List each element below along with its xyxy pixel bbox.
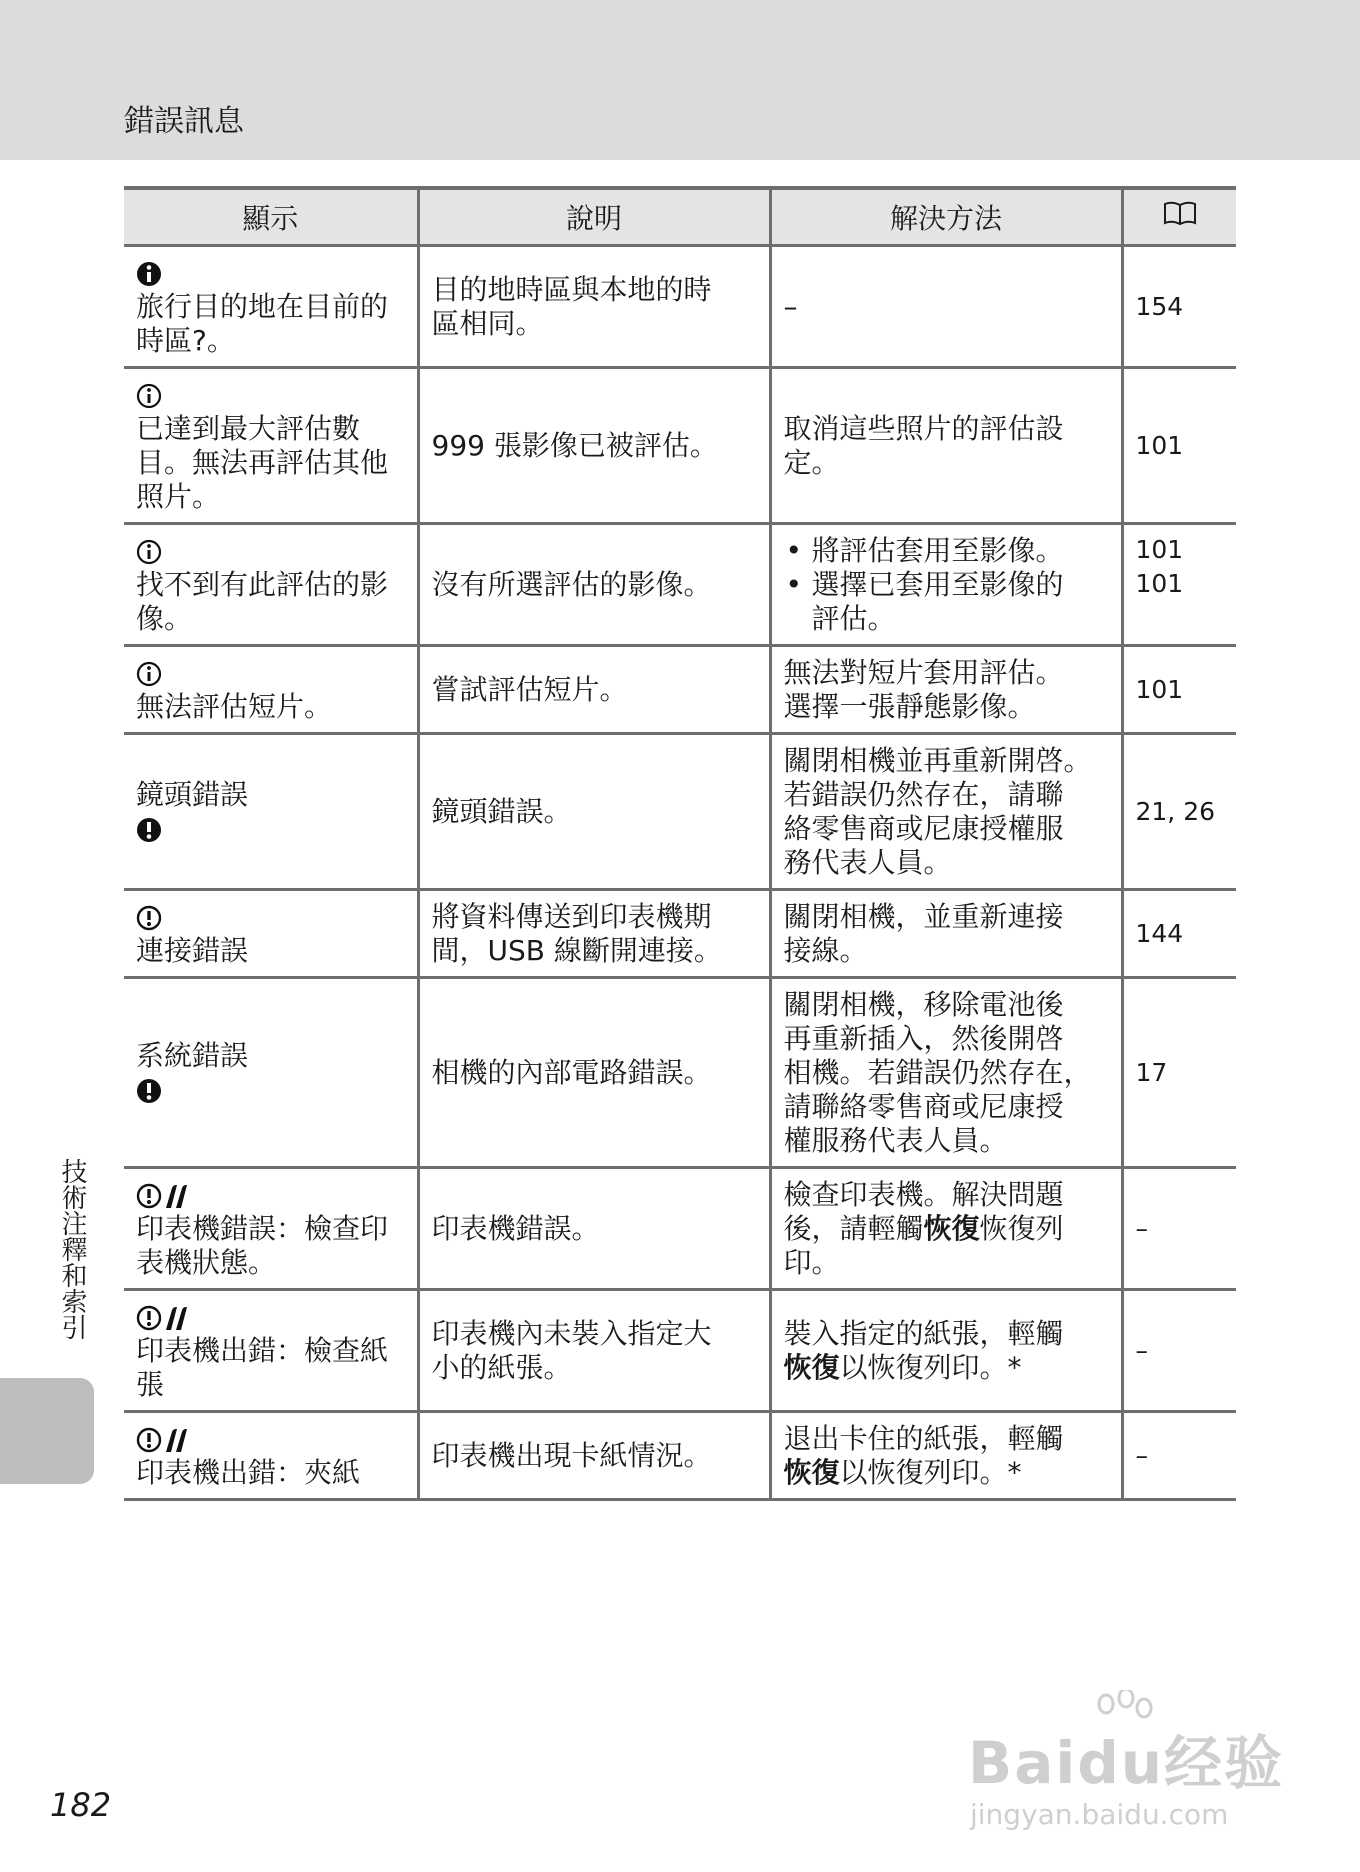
solution-cell: –: [770, 246, 1122, 368]
display-cell: [124, 646, 418, 734]
table-row: [124, 978, 1236, 1168]
reference-cell: 101: [1122, 368, 1236, 524]
printer-warning-icon: [136, 1182, 194, 1210]
description-cell: 沒有所選評估的影像。: [418, 524, 770, 646]
table-row: [124, 734, 1236, 890]
page-title: 錯誤訊息: [124, 104, 244, 139]
table-row: [124, 890, 1236, 978]
description-cell: 嘗試評估短片。: [418, 646, 770, 734]
list-item: • 將評估套用至影像。: [784, 534, 1111, 568]
description-cell: 999 張影像已被評估。: [418, 368, 770, 524]
description-cell: 將資料傳送到印表機期 間，USB 線斷開連接。: [418, 890, 770, 978]
description-cell: 印表機出現卡紙情況。: [418, 1412, 770, 1500]
solution-cell: 關閉相機並再重新開啓。 若錯誤仍然存在，請聯 絡零售商或尼康授權服 務代表人員。: [770, 734, 1122, 890]
header-display: 顯示: [124, 188, 418, 246]
display-cell: [124, 734, 418, 890]
description-cell: 相機的內部電路錯誤。: [418, 978, 770, 1168]
table-header-row: [124, 188, 1236, 246]
display-cell: [124, 1168, 418, 1290]
info-outline-icon: [136, 539, 162, 565]
table-row: [124, 246, 1236, 368]
display-text: 印表機出錯：夾紙: [136, 1455, 361, 1489]
section-tab: [0, 1378, 94, 1484]
header-solution: 解決方法: [770, 188, 1122, 246]
book-icon: [1163, 201, 1197, 227]
solution-cell: 取消這些照片的評估設 定。: [770, 368, 1122, 524]
solution-cell: 裝入指定的紙張，輕觸 恢復以恢復列印。*: [770, 1290, 1122, 1412]
description-cell: 印表機內未裝入指定大 小的紙張。: [418, 1290, 770, 1412]
description-cell: 印表機錯誤。: [418, 1168, 770, 1290]
reference-cell: 101: [1122, 646, 1236, 734]
header-description: 說明: [418, 188, 770, 246]
display-cell: [124, 1412, 418, 1500]
display-text: 無法評估短片。: [136, 689, 333, 723]
reference-cell: –: [1122, 1412, 1236, 1500]
warning-solid-icon: [136, 1078, 162, 1104]
printer-warning-icon: [136, 1426, 194, 1454]
display-cell: [124, 246, 418, 368]
info-outline-icon: [136, 661, 162, 687]
watermark-url: jingyan.baidu.com: [970, 1798, 1229, 1831]
warning-outline-icon: [136, 905, 162, 931]
display-cell: [124, 890, 418, 978]
table-row: [124, 524, 1236, 646]
printer-warning-icon: [136, 1304, 194, 1332]
table-row: [124, 646, 1236, 734]
solution-cell: 檢查印表機。解決問題 後，請輕觸恢復恢復列 印。: [770, 1168, 1122, 1290]
watermark-brand: Baidu经验: [968, 1729, 1285, 1797]
solution-cell: 關閉相機，移除電池後 再重新插入，然後開啓 相機。若錯誤仍然存在， 請聯絡零售商或尼康授 權服務代表人員。: [770, 978, 1122, 1168]
resume-keyword: 恢復: [783, 1455, 840, 1489]
list-item: • 選擇已套用至影像的 評估。: [784, 568, 1111, 636]
display-cell: [124, 1290, 418, 1412]
reference-cell: –: [1122, 1168, 1236, 1290]
display-text: 找不到有此評估的影 像。: [136, 567, 389, 635]
reference-cell: 144: [1122, 890, 1236, 978]
solution-cell: 關閉相機，並重新連接 接線。: [770, 890, 1122, 978]
display-text: 印表機錯誤：檢查印 表機狀態。: [136, 1211, 389, 1279]
display-cell: [124, 524, 418, 646]
reference-cell: 21, 26: [1122, 734, 1236, 890]
solution-cell: 退出卡住的紙張，輕觸 恢復以恢復列印。*: [770, 1412, 1122, 1500]
page-number: 182: [50, 1786, 112, 1824]
solution-cell: 無法對短片套用評估。 選擇一張靜態影像。: [770, 646, 1122, 734]
reference-cell: 17: [1122, 978, 1236, 1168]
display-cell: [124, 978, 418, 1168]
info-solid-icon: [136, 261, 162, 287]
display-text: 系統錯誤: [136, 1038, 249, 1072]
solution-cell: [770, 524, 1122, 646]
warning-solid-icon: [136, 817, 162, 843]
display-text: 印表機出錯：檢查紙 張: [136, 1333, 389, 1401]
info-outline-icon: [136, 383, 162, 409]
section-side-label: 技術注釋和索引: [57, 1158, 87, 1340]
error-message-table: [124, 186, 1236, 1501]
display-cell: [124, 368, 418, 524]
table-row: [124, 368, 1236, 524]
description-cell: 目的地時區與本地的時 區相同。: [418, 246, 770, 368]
reference-cell: 101 101: [1122, 524, 1236, 646]
table-row: [124, 1412, 1236, 1500]
solution-bullet-list: [784, 534, 1111, 636]
display-text: 鏡頭錯誤: [136, 777, 249, 811]
reference-cell: 154: [1122, 246, 1236, 368]
display-text: 連接錯誤: [136, 933, 249, 967]
resume-keyword: 恢復: [783, 1350, 840, 1384]
table-row: [124, 1290, 1236, 1412]
reference-cell: –: [1122, 1290, 1236, 1412]
description-cell: 鏡頭錯誤。: [418, 734, 770, 890]
watermark: [968, 1690, 1288, 1840]
table-row: [124, 1168, 1236, 1290]
resume-keyword: 恢復: [923, 1211, 980, 1245]
display-text: 已達到最大評估數 目。無法再評估其他 照片。: [136, 411, 389, 513]
display-text: 旅行目的地在目前的 時區?。: [136, 289, 389, 357]
header-reference: [1122, 188, 1236, 246]
